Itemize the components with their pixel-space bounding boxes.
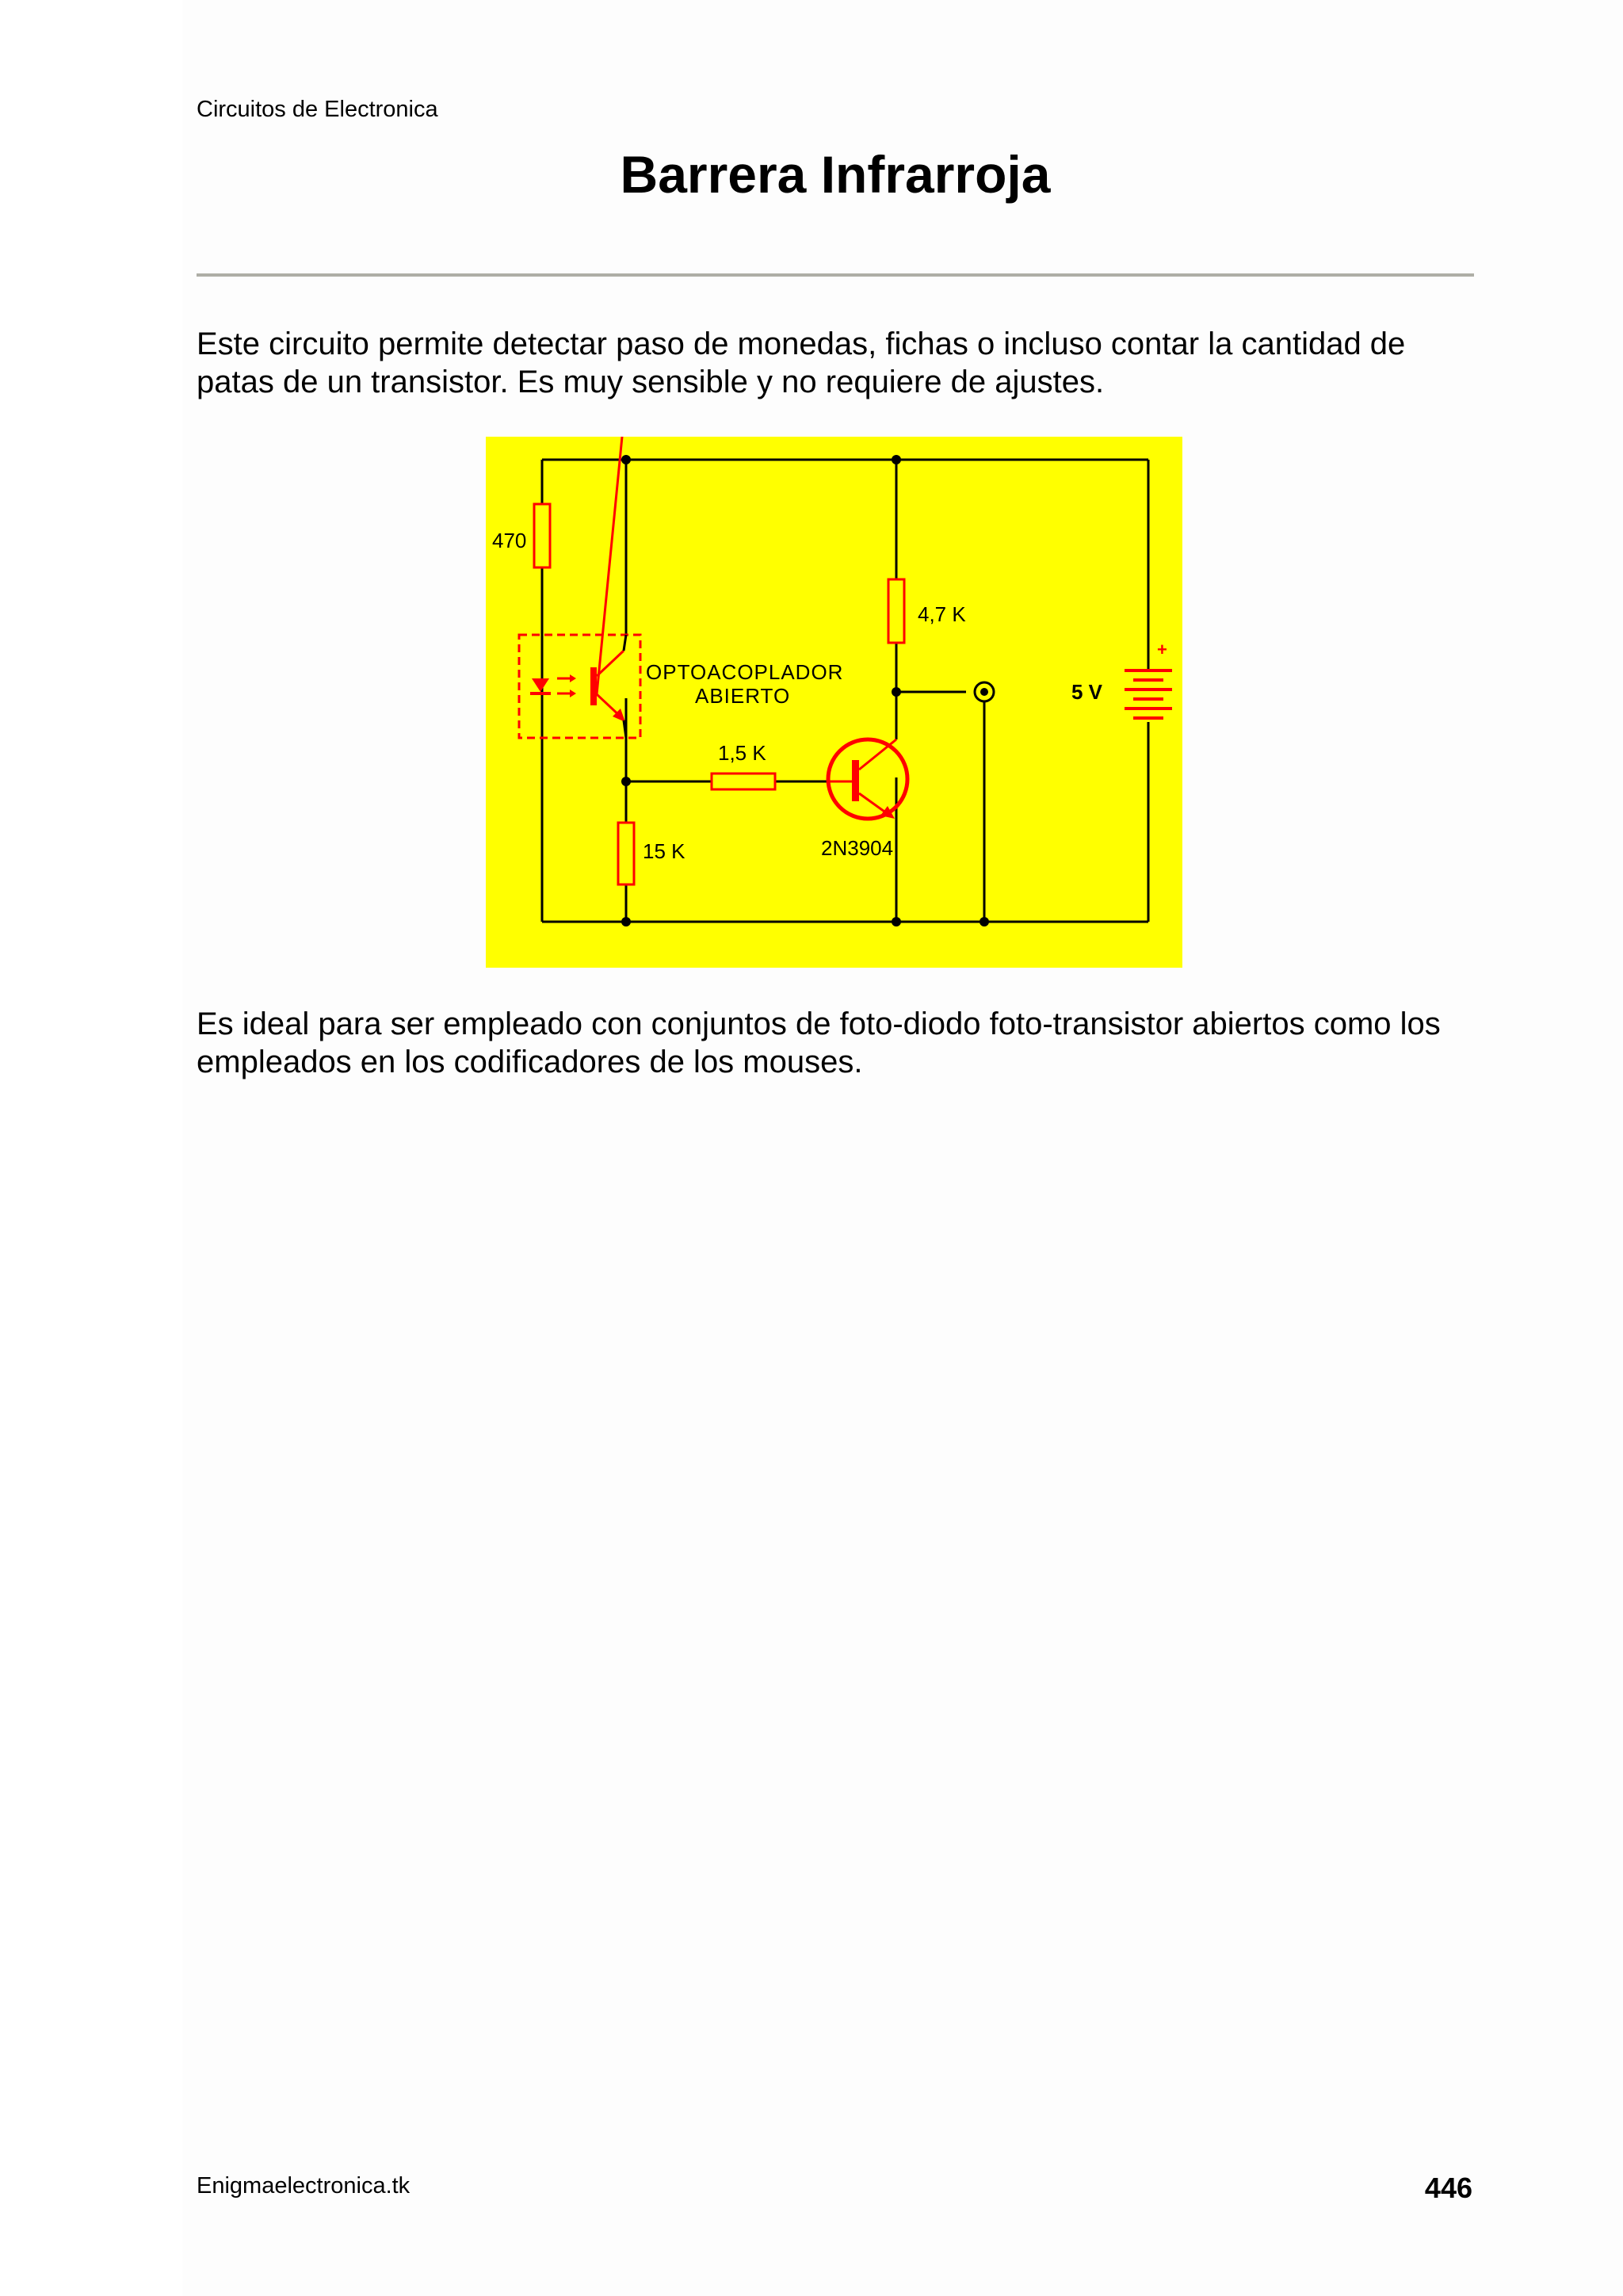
- label-4-7k: 4,7 K: [918, 602, 966, 626]
- resistor-4-7k: [888, 579, 904, 643]
- page-number: 446: [1424, 2172, 1472, 2204]
- label-opto-line2: ABIERTO: [695, 684, 791, 708]
- label-15k: 15 K: [643, 839, 685, 863]
- resistor-15k: [618, 823, 634, 884]
- footer-site: Enigmaelectronica.tk: [197, 2173, 411, 2199]
- label-2n3904: 2N3904: [821, 836, 894, 860]
- label-470: 470: [492, 529, 527, 552]
- label-1-5k: 1,5 K: [718, 741, 766, 765]
- label-plus: +: [1157, 640, 1167, 659]
- circuit-diagram: [486, 437, 1182, 968]
- running-header: Circuitos de Electronica: [197, 97, 438, 122]
- label-5v: 5 V: [1071, 680, 1103, 704]
- page-title: Barrera Infrarroja: [620, 145, 1051, 204]
- resistor-470: [534, 504, 550, 567]
- output-terminal: [975, 682, 994, 701]
- title-divider: [197, 273, 1474, 277]
- closing-paragraph: Es ideal para ser empleado con conjuntos de foto-diodo foto-transistor abiertos como los empleados en los codificadores de los mouses.: [197, 1007, 1441, 1079]
- resistor-1-5k: [712, 774, 775, 789]
- intro-paragraph: Este circuito permite detectar paso de monedas, fichas o incluso contar la cantidad de patas de un transistor. Es muy sensible y no requiere de ajustes.: [197, 327, 1406, 399]
- label-opto-line1: OPTOACOPLADOR: [646, 660, 844, 684]
